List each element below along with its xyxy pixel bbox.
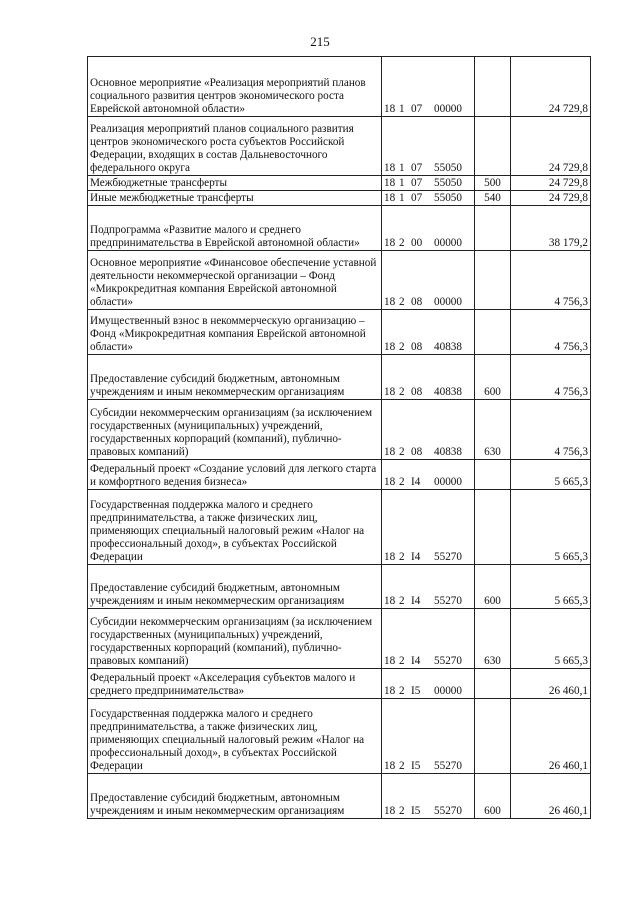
row-code [382,176,475,191]
code-subprogram: 2 [399,685,405,697]
code-program: 18 [384,237,396,249]
code-direction: 55270 [434,595,462,607]
code-direction: 40838 [434,341,462,353]
table-row [88,310,591,355]
row-name: Имущественный взнос в некоммерческую организацию – Фонд «Микрокредитная компания Еврейской автономной области» [88,310,382,355]
code-event: I4 [411,551,421,563]
table-row [88,774,591,819]
row-sum: 26 460,1 [511,699,591,774]
row-name: Предоставление субсидий бюджетным, автономным учреждениям и иным некоммерческим организациям [88,774,382,819]
code-subprogram: 2 [399,760,405,772]
code-event: 07 [411,103,423,115]
row-name: Подпрограмма «Развитие малого и среднего предпринимательства в Еврейской автономной области» [88,206,382,251]
code-program: 18 [384,476,396,488]
code-program: 18 [384,551,396,563]
code-direction: 55050 [434,177,462,189]
code-event: I5 [411,685,421,697]
code-program: 18 [384,177,396,189]
row-sum: 4 756,3 [511,251,591,310]
code-subprogram: 2 [399,655,405,667]
row-name: Федеральный проект «Акселерация субъектов малого и среднего предпринимательства» [88,669,382,699]
row-sum: 38 179,2 [511,206,591,251]
row-name: Субсидии некоммерческим организациям (за исключением государственных (муниципальных) учреждений, государственных корпораций (компаний), публично-правовых компаний) [88,609,382,669]
code-subprogram: 2 [399,476,405,488]
table-row [88,460,591,490]
code-event: 08 [411,341,423,353]
code-program: 18 [384,296,396,308]
code-subprogram: 1 [399,103,405,115]
row-name: Предоставление субсидий бюджетным, автономным учреждениям и иным некоммерческим организациям [88,565,382,609]
budget-table-body [88,57,591,819]
table-row [88,565,591,609]
row-expense-type: 600 [475,565,511,609]
table-row [88,400,591,460]
table-row [88,490,591,565]
row-sum: 5 665,3 [511,565,591,609]
row-name: Предоставление субсидий бюджетным, автономным учреждениям и иным некоммерческим организациям [88,355,382,400]
row-expense-type: 540 [475,191,511,206]
code-event: 07 [411,192,423,204]
code-event: I5 [411,805,421,817]
row-name: Основное мероприятие «Финансовое обеспечение уставной деятельности некоммерческой организации – Фонд «Микрокредитная компания Еврейской автономной области» [88,251,382,310]
code-program: 18 [384,655,396,667]
row-code [382,565,475,609]
row-sum: 5 665,3 [511,609,591,669]
code-program: 18 [384,192,396,204]
row-expense-type: 500 [475,176,511,191]
code-program: 18 [384,685,396,697]
code-direction: 55270 [434,805,462,817]
table-row [88,251,591,310]
code-event: 00 [411,237,423,249]
code-direction: 40838 [434,446,462,458]
code-subprogram: 1 [399,177,405,189]
row-expense-type [475,310,511,355]
row-code [382,355,475,400]
code-event: 07 [411,177,423,189]
row-sum: 4 756,3 [511,355,591,400]
code-direction: 00000 [434,296,462,308]
row-name: Государственная поддержка малого и среднего предпринимательства, а также физических лиц, применяющих специальный налоговый режим «Налог на профессиональный доход», в субъектах Российской Федерации [88,490,382,565]
code-direction: 00000 [434,476,462,488]
row-code [382,57,475,117]
row-code [382,400,475,460]
code-subprogram: 2 [399,341,405,353]
row-sum: 4 756,3 [511,310,591,355]
row-sum: 24 729,8 [511,117,591,176]
row-code [382,774,475,819]
table-row [88,355,591,400]
code-program: 18 [384,760,396,772]
code-direction: 00000 [434,103,462,115]
code-direction: 00000 [434,685,462,697]
code-subprogram: 2 [399,551,405,563]
row-sum: 24 729,8 [511,176,591,191]
code-event: 08 [411,446,423,458]
row-name: Иные межбюджетные трансферты [88,191,382,206]
row-code [382,251,475,310]
row-expense-type [475,117,511,176]
code-direction: 55270 [434,551,462,563]
row-sum: 26 460,1 [511,669,591,699]
code-program: 18 [384,341,396,353]
row-expense-type: 630 [475,609,511,669]
row-sum: 24 729,8 [511,57,591,117]
table-row [88,191,591,206]
row-name: Государственная поддержка малого и среднего предпринимательства, а также физических лиц, применяющих специальный налоговый режим «Налог на профессиональный доход», в субъектах Российской Федерации [88,699,382,774]
table-row [88,669,591,699]
row-expense-type [475,251,511,310]
code-direction: 00000 [434,237,462,249]
code-event: 08 [411,296,423,308]
row-code [382,310,475,355]
code-program: 18 [384,595,396,607]
table-row [88,176,591,191]
code-program: 18 [384,162,396,174]
row-expense-type [475,669,511,699]
row-sum: 26 460,1 [511,774,591,819]
code-program: 18 [384,446,396,458]
code-event: 07 [411,162,423,174]
code-event: I5 [411,760,421,772]
row-sum: 24 729,8 [511,191,591,206]
code-subprogram: 2 [399,296,405,308]
code-program: 18 [384,103,396,115]
code-subprogram: 2 [399,446,405,458]
code-program: 18 [384,386,396,398]
row-expense-type [475,206,511,251]
row-name: Основное мероприятие «Реализация мероприятий планов социального развития центров экономического роста Еврейской автономной области» [88,57,382,117]
row-expense-type [475,460,511,490]
table-row [88,609,591,669]
row-sum: 4 756,3 [511,400,591,460]
code-event: I4 [411,476,421,488]
code-direction: 55270 [434,655,462,667]
row-code [382,699,475,774]
code-direction: 55270 [434,760,462,772]
row-expense-type: 600 [475,774,511,819]
table-row [88,699,591,774]
code-event: 08 [411,386,423,398]
row-code [382,669,475,699]
table-row [88,206,591,251]
row-name: Реализация мероприятий планов социального развития центров экономического роста субъектов Российской Федерации, входящих в состав Дальневосточного федерального округа [88,117,382,176]
code-subprogram: 1 [399,192,405,204]
table-row [88,57,591,117]
row-sum: 5 665,3 [511,490,591,565]
row-code [382,191,475,206]
row-name: Федеральный проект «Создание условий для легкого старта и комфортного ведения бизнеса» [88,460,382,490]
code-direction: 55050 [434,192,462,204]
row-expense-type: 630 [475,400,511,460]
code-direction: 40838 [434,386,462,398]
code-program: 18 [384,805,396,817]
row-expense-type [475,57,511,117]
row-code [382,490,475,565]
page-number: 215 [310,34,330,49]
row-name: Субсидии некоммерческим организациям (за исключением государственных (муниципальных) учреждений, государственных корпораций (компаний), публично-правовых компаний) [88,400,382,460]
code-subprogram: 1 [399,162,405,174]
row-expense-type: 600 [475,355,511,400]
code-direction: 55050 [434,162,462,174]
table-row [88,117,591,176]
row-expense-type [475,490,511,565]
budget-table [87,56,591,819]
row-code [382,206,475,251]
code-event: I4 [411,595,421,607]
code-subprogram: 2 [399,237,405,249]
row-expense-type [475,699,511,774]
code-subprogram: 2 [399,386,405,398]
row-name: Межбюджетные трансферты [88,176,382,191]
row-code [382,609,475,669]
row-code [382,460,475,490]
code-event: I4 [411,655,421,667]
code-subprogram: 2 [399,805,405,817]
code-subprogram: 2 [399,595,405,607]
row-code [382,117,475,176]
row-sum: 5 665,3 [511,460,591,490]
